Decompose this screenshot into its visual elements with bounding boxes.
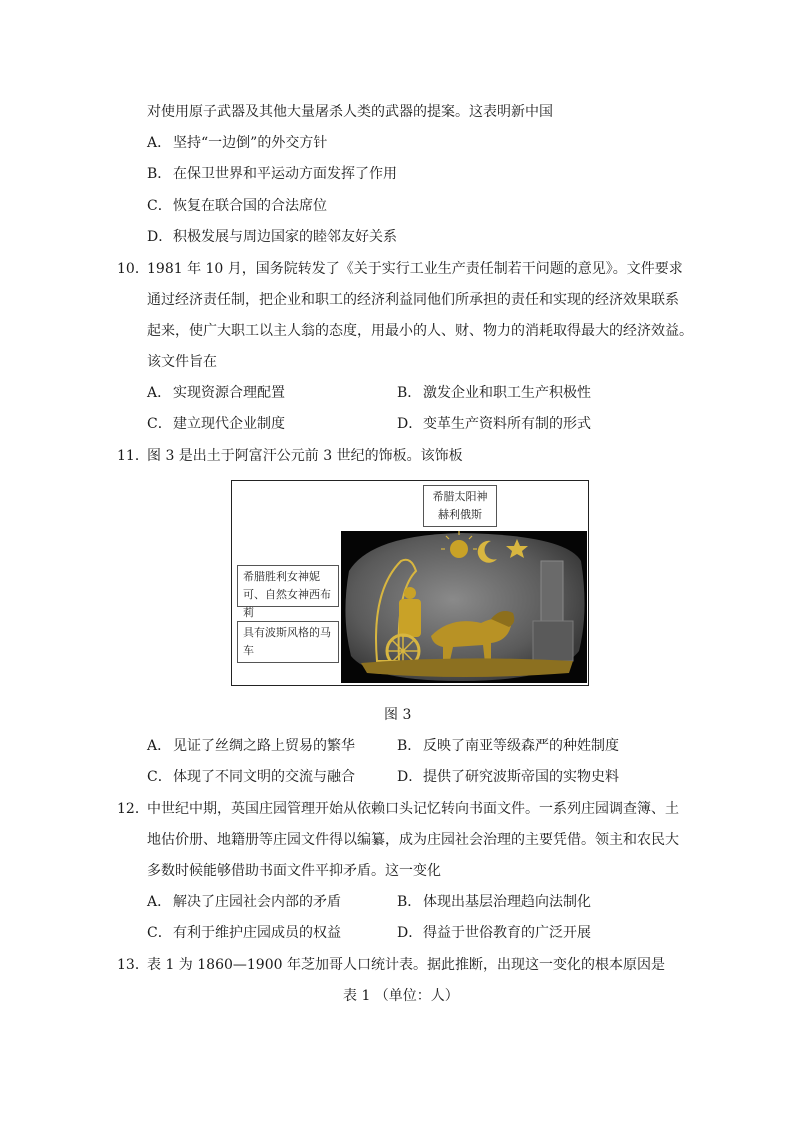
option-label: A． xyxy=(147,135,172,151)
option-label: C． xyxy=(147,198,172,214)
option-text: 见证了丝绸之路上贸易的繁华 xyxy=(173,738,355,754)
callout-chariot: 具有波斯风格的马车 xyxy=(237,621,339,663)
q12-option-d xyxy=(397,923,591,943)
option-label: B． xyxy=(397,385,422,401)
q10-option-d xyxy=(397,414,591,434)
option-label: C． xyxy=(147,925,172,941)
q12-option-a xyxy=(147,892,341,912)
goddess-figures xyxy=(399,599,421,637)
q12-line-3: 多数时候能够借助书面文件平抑矛盾。这一变化 xyxy=(147,863,441,879)
option-label: D． xyxy=(397,416,423,432)
q9-option-c xyxy=(147,196,327,216)
q10-option-a xyxy=(147,383,285,403)
callout-sun-god: 希腊太阳神赫利俄斯 xyxy=(423,485,497,527)
q10-line-4: 该文件旨在 xyxy=(147,354,217,370)
q12-option-c xyxy=(147,923,341,943)
option-text: 建立现代企业制度 xyxy=(173,416,285,432)
figure-caption: 图 3 xyxy=(384,707,412,723)
q13-stem: 表 1 为 1860—1900 年芝加哥人口统计表。据此推断，出现这一变化的根本原因是 xyxy=(147,957,665,973)
option-label: A． xyxy=(147,894,172,910)
option-label: B． xyxy=(397,894,422,910)
option-text: 体现出基层治理趋向法制化 xyxy=(423,894,591,910)
option-label: D． xyxy=(397,769,423,785)
q9-option-a xyxy=(147,133,327,153)
option-text: 激发企业和职工生产积极性 xyxy=(423,385,591,401)
q12-line-1: 中世纪中期，英国庄园管理开始从依赖口头记忆转向书面文件。一系列庄园调查簿、土 xyxy=(147,801,679,817)
option-text: 积极发展与周边国家的睦邻友好关系 xyxy=(173,229,397,245)
option-label: B． xyxy=(147,166,172,182)
option-text: 反映了南亚等级森严的种姓制度 xyxy=(423,738,619,754)
option-text: 变革生产资料所有制的形式 xyxy=(423,416,591,432)
q10-option-c xyxy=(147,414,285,434)
option-text: 解决了庄园社会内部的矛盾 xyxy=(173,894,341,910)
q11-option-c xyxy=(147,767,355,787)
q11-number: 11． xyxy=(117,448,149,464)
q10-line-1: 1981 年 10 月，国务院转发了《关于实行工业生产责任制若干问题的意见》。文件要求 xyxy=(147,261,683,277)
option-label: D． xyxy=(147,229,173,245)
plate-illustration xyxy=(341,531,587,683)
option-text: 恢复在联合国的合法席位 xyxy=(173,198,327,214)
option-label: C． xyxy=(147,769,172,785)
q9-option-b xyxy=(147,164,397,184)
q10-number: 10． xyxy=(117,261,149,277)
q11-option-b xyxy=(397,736,619,756)
option-text: 坚持“一边倒”的外交方针 xyxy=(173,135,328,151)
option-text: 得益于世俗教育的广泛开展 xyxy=(423,925,591,941)
sun-god-figure xyxy=(450,540,468,558)
option-label: D． xyxy=(397,925,423,941)
table-title: 表 1 （单位：人） xyxy=(343,988,459,1004)
decorative-plate-image xyxy=(341,531,587,683)
q9-stem-end: 对使用原子武器及其他大量屠杀人类的武器的提案。这表明新中国 xyxy=(147,104,553,120)
option-text: 体现了不同文明的交流与融合 xyxy=(173,769,355,785)
q13-number: 13． xyxy=(117,957,149,973)
q10-option-b xyxy=(397,383,591,403)
q10-line-2: 通过经济责任制，把企业和职工的经济利益同他们所承担的责任和实现的经济效果联系 xyxy=(147,292,679,308)
q9-option-d xyxy=(147,227,397,247)
q11-stem: 图 3 是出土于阿富汗公元前 3 世纪的饰板。该饰板 xyxy=(147,448,463,464)
q11-option-a xyxy=(147,736,355,756)
option-text: 有利于维护庄园成员的权益 xyxy=(173,925,341,941)
q10-line-3: 起来，使广大职工以主人翁的态度，用最小的人、财、物力的消耗取得最大的经济效益。 xyxy=(147,323,693,339)
option-text: 实现资源合理配置 xyxy=(173,385,285,401)
q12-option-b xyxy=(397,892,591,912)
option-label: C． xyxy=(147,416,172,432)
figure-3 xyxy=(231,480,589,686)
option-text: 提供了研究波斯帝国的实物史料 xyxy=(423,769,619,785)
option-label: A． xyxy=(147,738,172,754)
q12-line-2: 地估价册、地籍册等庄园文件得以编纂，成为庄园社会治理的主要凭借。领主和农民大 xyxy=(147,832,679,848)
option-text: 在保卫世界和平运动方面发挥了作用 xyxy=(173,166,397,182)
option-label: B． xyxy=(397,738,422,754)
q12-number: 12． xyxy=(117,801,149,817)
option-label: A． xyxy=(147,385,172,401)
q11-option-d xyxy=(397,767,619,787)
callout-goddess: 希腊胜利女神妮可、自然女神西布莉 xyxy=(237,565,339,607)
